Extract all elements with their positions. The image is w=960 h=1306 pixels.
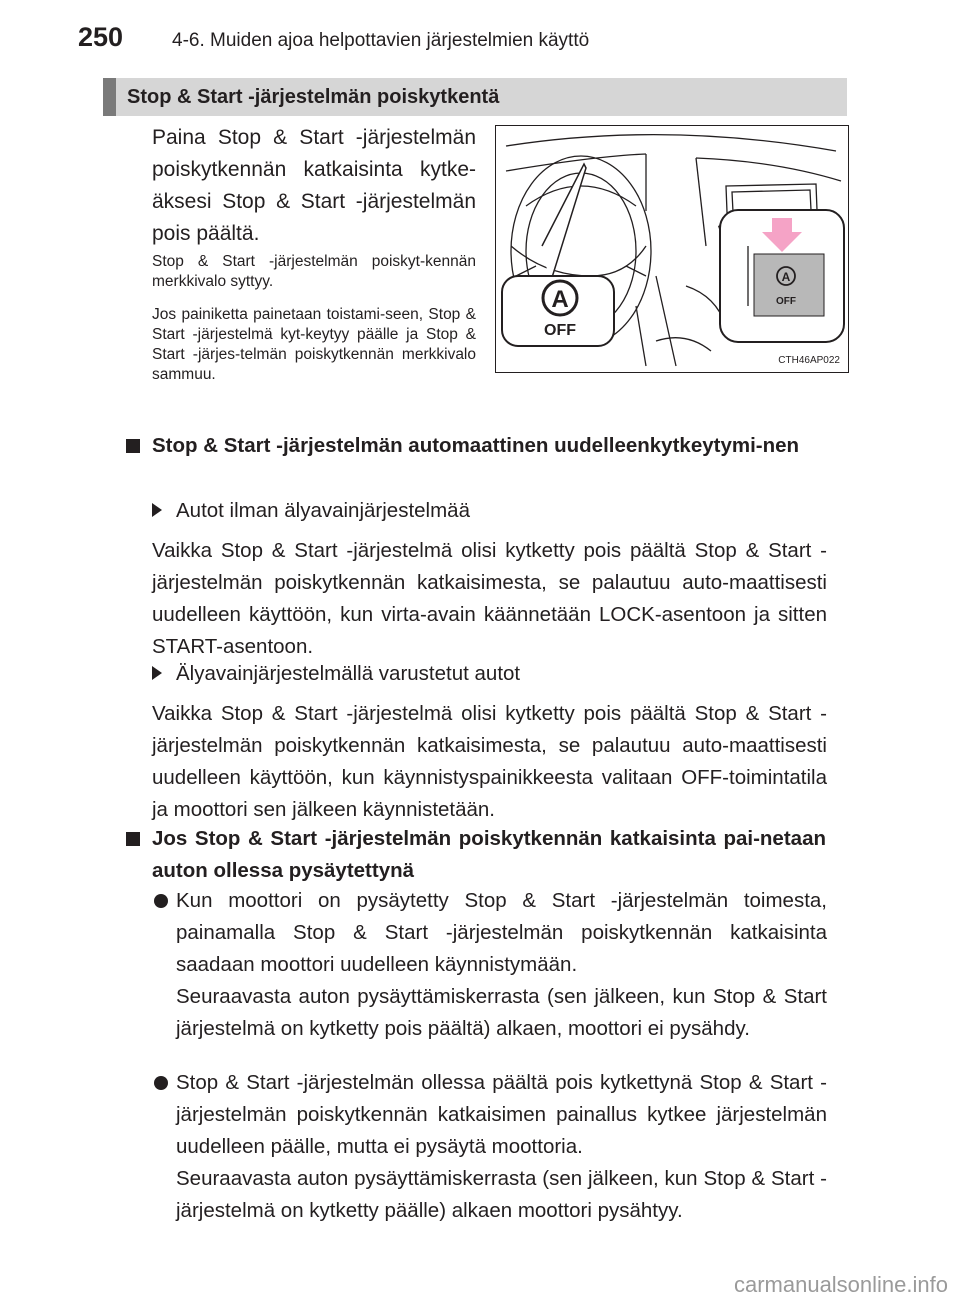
big-button-letter: A (551, 286, 569, 313)
bullet-item-2 (152, 1067, 827, 1227)
bullet-item-1-continuation: Seuraavasta auton pysäyttämiskerrasta (sen jälkeen, kun Stop & Start järjestelmä on kytketty pois päältä) alkaen, moottori ei pysähdy. (176, 985, 827, 1040)
intro-paragraph (152, 122, 476, 250)
intro-note-2: Jos painiketta painetaan toistami-seen, Stop & Start -järjestelmä kyt-keytyy päälle ja Stop & Start -järjes-telmän poiskytkennän merkkivalo sammuu. (152, 306, 476, 383)
bullet-item-2-continuation: Seuraavasta auton pysäyttämiskerrasta (sen jälkeen, kun Stop & Start -järjestelmä on kytketty päälle) alkaen moottori pysähtyy. (176, 1167, 827, 1222)
big-button-label: OFF (544, 322, 576, 339)
page-number: 250 (78, 22, 124, 52)
square-bullet-icon (126, 439, 140, 453)
intro-line-2: poiskytkennän katkaisinta kytke- (152, 158, 476, 181)
footer-watermark: carmanualsonline.info (733, 1272, 948, 1297)
section-title: Stop & Start -järjestelmän poiskytkentä (127, 86, 500, 108)
section-title-bar (103, 78, 847, 116)
intro-line-3: äksesi Stop & Start -järjestelmän (152, 190, 476, 213)
figure-code: CTH46AP022 (778, 355, 840, 366)
subheading-no-smart-key-text: Autot ilman älyavainjärjestelmää (176, 499, 470, 522)
small-button-letter: A (781, 270, 791, 284)
bullet-item-2-text: Stop & Start -järjestelmän ollessa päältä pois kytkettynä Stop & Start -järjestelmän poiskytkennän katkaisimen painallus kytkee järjestelmän uudelleen päälle, mutta ei pysäytä moottoria. (176, 1071, 827, 1158)
chapter-title: 4-6. Muiden ajoa helpottavien järjestelmien käyttö (172, 30, 590, 51)
subheading-smart-key (152, 658, 520, 690)
round-bullet-icon (154, 1076, 168, 1090)
switch-pressed-heading (126, 823, 826, 887)
switch-pressed-heading-text: Jos Stop & Start -järjestelmän poiskytkennän katkaisinta pai-netaan auton ollessa pysäytettynä (152, 827, 826, 882)
dashboard-illustration (495, 125, 849, 373)
bullet-item-1-text: Kun moottori on pysäytetty Stop & Start -järjestelmän toimesta, painamalla Stop & Start -järjestelmän poiskytkennän katkaisinta saadaan moottori uudelleen käynnistymään. (176, 889, 827, 976)
triangle-bullet-icon (152, 666, 162, 680)
intro-note-1: Stop & Start -järjestelmän poiskyt-kennän merkkivalo syttyy. (152, 253, 476, 290)
intro-line-1: Paina Stop & Start -järjestelmän (152, 126, 476, 149)
dashboard-drawing (496, 126, 848, 372)
paragraph-no-smart-key: Vaikka Stop & Start -järjestelmä olisi kytketty pois päältä Stop & Start -järjestelmän poiskytkennän katkaisimesta, se palautuu auto-maattisesti uudelleen käyttöön, kun virta-avain käännetään LOCK-asentoon ja sitten START-asentoon. (152, 539, 827, 658)
auto-restart-heading (126, 430, 826, 462)
auto-restart-heading-text: Stop & Start -järjestelmän automaattinen uudelleenkytkeytymi-nen (152, 434, 800, 457)
subheading-no-smart-key (152, 495, 470, 527)
section-bar-accent (103, 78, 116, 116)
subheading-smart-key-text: Älyavainjärjestelmällä varustetut autot (176, 662, 521, 685)
paragraph-smart-key: Vaikka Stop & Start -järjestelmä olisi kytketty pois päältä Stop & Start -järjestelmän poiskytkennän katkaisimesta, se palautuu auto-maattisesti uudelleen käyttöön, kun käynnistyspainikkeesta valitaan OFF-toimintatila ja moottori sen jälkeen käynnistetään. (152, 702, 827, 821)
triangle-bullet-icon (152, 503, 162, 517)
bullet-item-1 (152, 885, 827, 1045)
intro-line-4: pois päältä. (152, 222, 260, 245)
small-button-label: OFF (776, 296, 796, 307)
round-bullet-icon (154, 894, 168, 908)
square-bullet-icon (126, 832, 140, 846)
